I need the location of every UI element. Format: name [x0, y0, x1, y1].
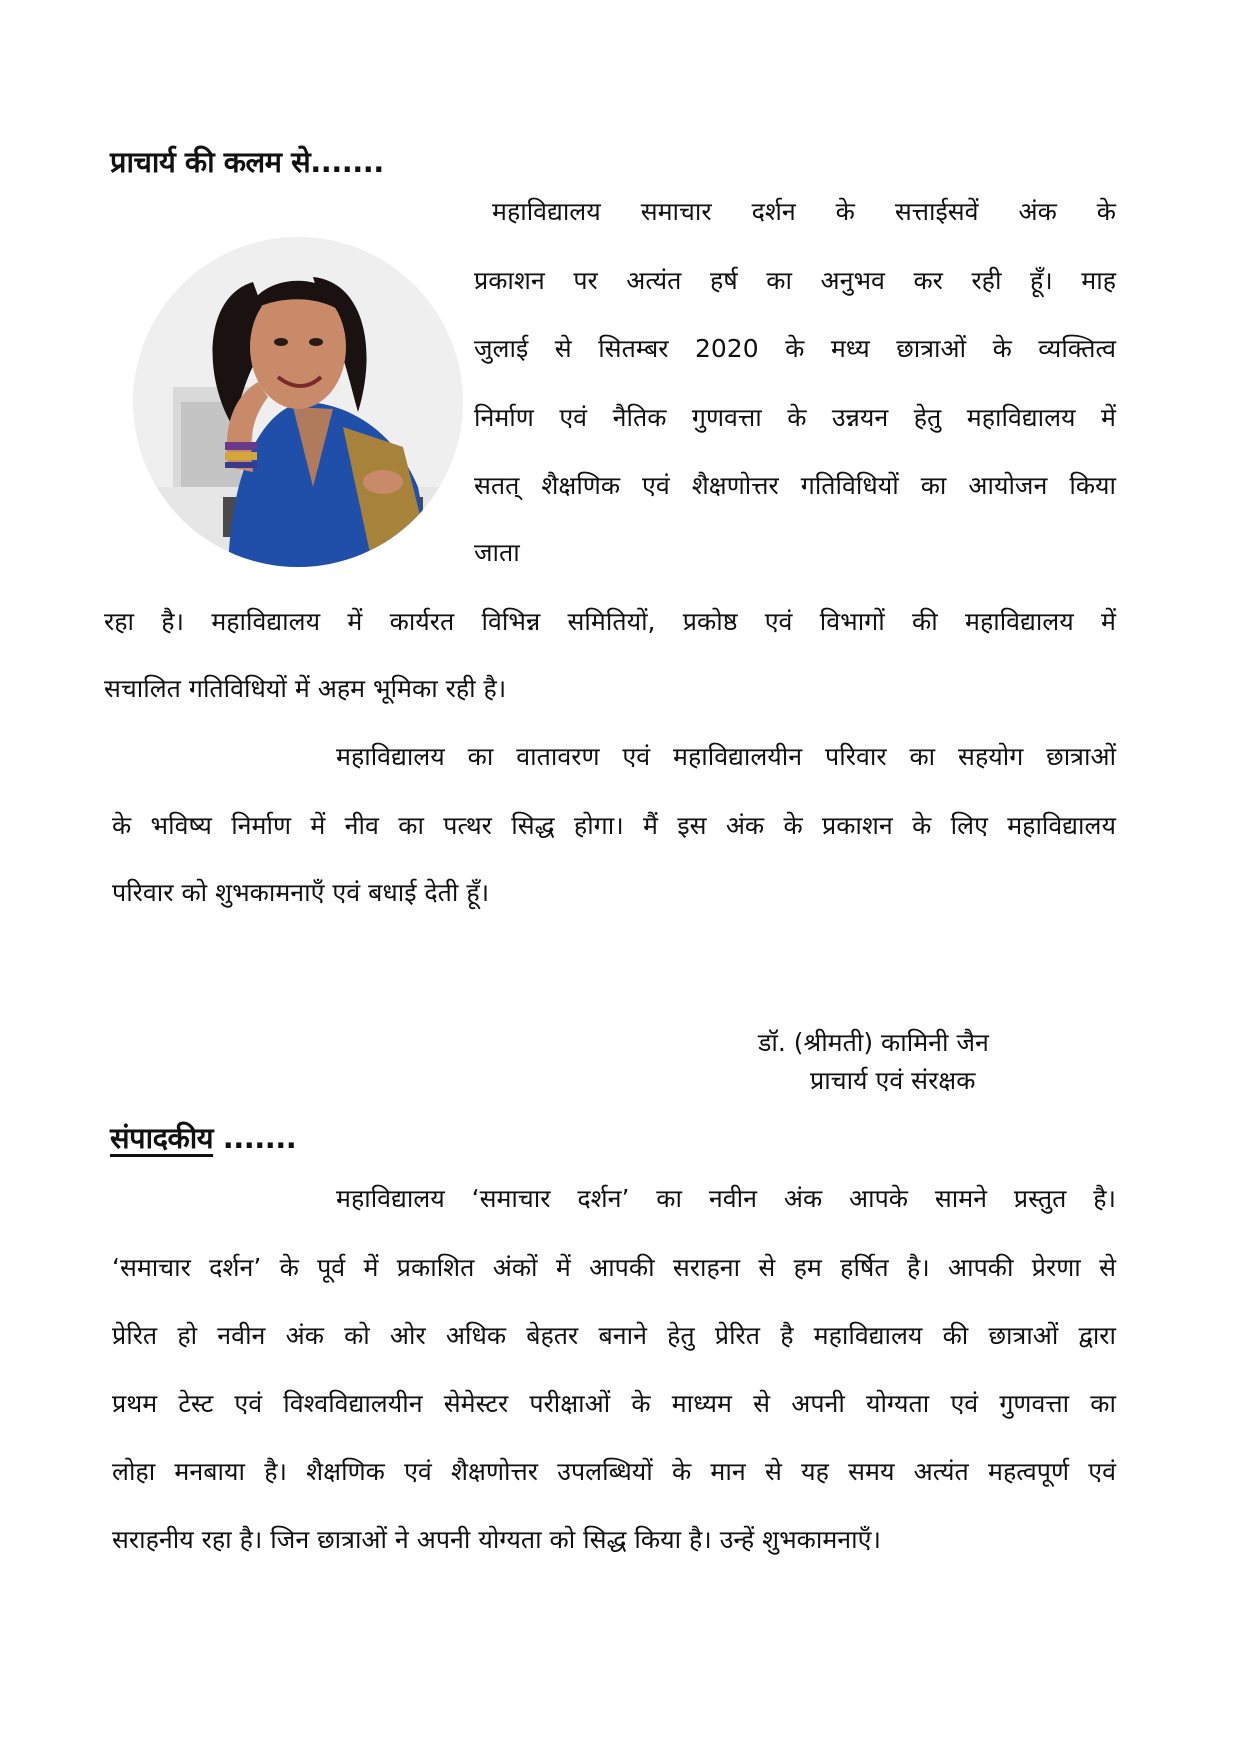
- principal-line-4: निर्माण एवं नैतिक गुणवत्ता के उन्नयन हेतु महाविद्यालय में: [474, 403, 1116, 432]
- principal-line-2: प्रकाशन पर अत्यंत हर्ष का अनुभव कर रही हूँ। माह: [474, 266, 1116, 295]
- editorial-line-3: प्रेरित हो नवीन अंक को ओर अधिक बेहतर बनाने हेतु प्रेरित है महाविद्यालय की छात्राओं द्वारा: [112, 1321, 1116, 1350]
- principal-heading: प्राचार्य की कलम से.......: [110, 145, 384, 179]
- signature-title: प्राचार्य एवं संरक्षक: [810, 1066, 976, 1095]
- principal-line-10: के भविष्य निर्माण में नीव का पत्थर सिद्ध होगा। मैं इस अंक के प्रकाशन के लिए महाविद्यालय: [112, 811, 1116, 840]
- editorial-heading-suffix: .......: [222, 1121, 297, 1155]
- principal-line-11: परिवार को शुभकामनाएँ एवं बधाई देती हूँ।: [112, 878, 490, 907]
- principal-line-6: जाता: [474, 538, 520, 567]
- editorial-line-5: लोहा मनबाया है। शैक्षणिक एवं शैक्षणोत्तर उपलब्धियों के मान से यह समय अत्यंत महत्वपूर्ण एवं: [112, 1457, 1116, 1486]
- principal-line-7: रहा है। महाविद्यालय में कार्यरत विभिन्न समितियों, प्रकोष्ठ एवं विभागों की महाविद्यालय में: [104, 607, 1116, 636]
- principal-line-5: सतत् शैक्षणिक एवं शैक्षणोत्तर गतिविधियों का आयोजन किया: [474, 471, 1116, 500]
- editorial-heading-text: संपादकीय: [110, 1121, 214, 1155]
- principal-line-9: महाविद्यालय का वातावरण एवं महाविद्यालयीन परिवार का सहयोग छात्राओं: [336, 742, 1116, 771]
- signature-name: डॉ. (श्रीमती) कामिनी जैन: [758, 1028, 989, 1057]
- editorial-heading: [110, 1118, 296, 1157]
- principal-photo: [133, 237, 463, 567]
- editorial-line-1: महाविद्यालय ‘समाचार दर्शन’ का नवीन अंक आपके सामने प्रस्तुत है।: [336, 1184, 1116, 1213]
- editorial-line-4: प्रथम टेस्ट एवं विश्वविद्यालयीन सेमेस्टर परीक्षाओं के माध्यम से अपनी योग्यता एवं गुणवत्ता का: [112, 1389, 1116, 1418]
- principal-line-8: सचालित गतिविधियों में अहम भूमिका रही है।: [104, 674, 507, 703]
- editorial-line-6: सराहनीय रहा है। जिन छात्राओं ने अपनी योग्यता को सिद्ध किया है। उन्हें शुभकामनाएँ।: [112, 1525, 881, 1554]
- editorial-line-2: ‘समाचार दर्शन’ के पूर्व में प्रकाशित अंकों में आपकी सराहना से हम हर्षित है। आपकी प्रेरणा से: [112, 1253, 1116, 1282]
- principal-line-3: जुलाई से सितम्बर 2020 के मध्य छात्राओं के व्यक्तित्व: [474, 334, 1116, 363]
- principal-line-1: महाविद्यालय समाचार दर्शन के सत्ताईसवें अंक के: [492, 197, 1116, 226]
